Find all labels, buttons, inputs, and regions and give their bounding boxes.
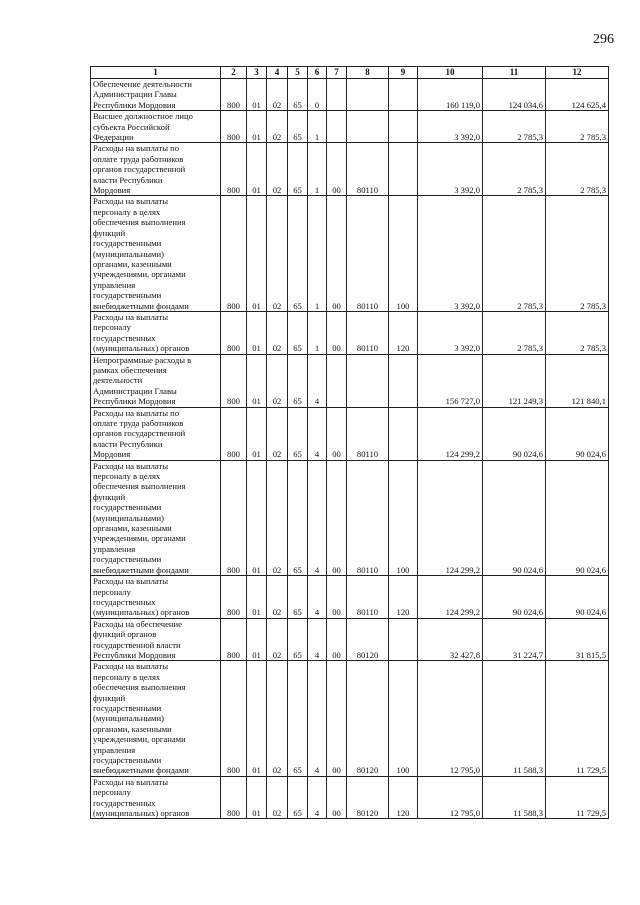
row-name-cell [91,618,221,661]
table-cell: 3 392,0 [418,311,483,354]
row-name-line: управления [93,279,136,290]
table-cell: 02 [267,311,288,354]
row-name-line: персоналу [93,322,131,333]
row-name-line: государственными [93,554,162,565]
row-name-line: (муниципальными) [93,248,164,259]
table-cell: 11 588,3 [483,776,546,819]
row-name-line: персоналу в целях [93,671,161,682]
row-name-cell [91,661,221,776]
table-cell: 121 840,1 [546,354,609,407]
row-name-line: Администрации Главы [93,89,177,100]
table-cell: 65 [288,354,308,407]
table-cell: 02 [267,354,288,407]
table-cell: 31 224,7 [483,618,546,661]
row-name-line: внебюджетными фондами [93,765,189,776]
table-cell: 124 299,2 [418,407,483,460]
table-cell: 90 024,6 [546,407,609,460]
table-cell: 2 785,3 [483,196,546,311]
table-cell: 2 785,3 [483,311,546,354]
table-cell: 11 729,5 [546,661,609,776]
row-name-line: государственными [93,755,162,765]
table-cell: 01 [247,111,267,143]
table-cell [347,111,389,143]
row-name-cell [91,311,221,354]
table-cell: 02 [267,618,288,661]
table-cell: 01 [247,196,267,311]
table-cell: 00 [327,618,347,661]
row-name-line: власти Республики [93,438,163,449]
table-cell: 65 [288,776,308,819]
table-cell: 65 [288,407,308,460]
table-cell: 800 [221,776,247,819]
table-cell: 01 [247,79,267,111]
table-cell: 2 785,3 [483,143,546,196]
table-cell: 00 [327,460,347,575]
row-name-line: Расходы на выплаты [93,576,169,587]
row-name-cell [91,196,221,311]
table-cell: 01 [247,311,267,354]
table-cell: 3 392,0 [418,111,483,143]
table-cell: 02 [267,576,288,619]
row-name-line: персоналу в целях [93,471,161,482]
table-row [91,79,609,111]
row-name-line: функций [93,227,126,238]
table-cell: 4 [308,776,327,819]
table-cell: 00 [327,311,347,354]
table-cell: 80120 [347,776,389,819]
row-name-line: органов государственной [93,164,186,175]
row-name-line: функций [93,491,126,502]
row-name-line: Администрации Главы [93,385,177,396]
row-name-cell [91,407,221,460]
table-cell [389,354,418,407]
row-name-line: персоналу [93,787,131,798]
table-cell: 01 [247,618,267,661]
table-cell: 2 785,3 [483,111,546,143]
table-cell: 800 [221,354,247,407]
row-name-line: (муниципальных) органов [93,343,190,354]
row-name-line: Непрограммные расходы в [93,354,192,365]
row-name-line: обеспечения выполнения [93,682,186,693]
row-name-line: Республики Мордовия [93,396,176,407]
page-number: 296 [593,32,614,47]
budget-table [90,66,609,819]
table-cell: 12 795,0 [418,661,483,776]
table-cell: 0 [308,79,327,111]
table-cell: 01 [247,354,267,407]
row-name-line: органов государственной [93,428,186,439]
row-name-line: государственными [93,290,162,301]
table-cell: 02 [267,407,288,460]
table-cell: 65 [288,196,308,311]
table-cell: 32 427,8 [418,618,483,661]
row-name-line: государственными [93,502,162,513]
row-name-line: функций органов [93,629,157,640]
table-cell: 80110 [347,460,389,575]
table-cell: 00 [327,776,347,819]
table-cell [389,407,418,460]
table-cell: 120 [389,311,418,354]
row-name-line: Республики Мордовия [93,99,176,110]
table-cell: 124 034,6 [483,79,546,111]
table-cell: 124 625,4 [546,79,609,111]
row-name-line: органами, казенными [93,523,172,534]
table-cell: 31 815,5 [546,618,609,661]
table-cell: 156 727,0 [418,354,483,407]
table-cell: 160 119,0 [418,79,483,111]
row-name-line: учреждениями, органами [93,734,186,745]
table-cell: 65 [288,618,308,661]
table-cell [347,79,389,111]
table-cell: 11 729,5 [546,776,609,819]
table-cell: 65 [288,79,308,111]
column-header: 5 [288,67,308,79]
row-name-line: Расходы на выплаты [93,460,169,471]
row-name-line: (муниципальных) органов [93,607,190,618]
row-name-line: обеспечения выполнения [93,481,186,492]
table-cell: 01 [247,460,267,575]
table-cell: 3 392,0 [418,143,483,196]
table-cell: 124 299,2 [418,576,483,619]
row-name-line: Расходы на выплаты по [93,143,180,154]
table-cell: 01 [247,776,267,819]
row-name-cell [91,776,221,819]
table-row [91,111,609,143]
table-cell: 90 024,6 [546,460,609,575]
table-row [91,576,609,619]
row-name-line: обеспечения выполнения [93,217,186,228]
table-cell: 02 [267,111,288,143]
row-name-line: персоналу [93,586,131,597]
header-row [91,67,609,79]
column-header: 6 [308,67,327,79]
table-cell: 65 [288,576,308,619]
table-cell: 4 [308,354,327,407]
row-name-line: внебюджетными фондами [93,564,189,575]
row-name-line: Расходы на обеспечение [93,618,182,629]
table-cell [327,111,347,143]
table-cell: 100 [389,661,418,776]
table-row [91,661,609,776]
row-name-line: внебюджетными фондами [93,300,189,311]
table-row [91,460,609,575]
table-cell: 80110 [347,196,389,311]
row-name-line: деятельности [93,375,143,386]
table-cell: 65 [288,311,308,354]
table-cell: 02 [267,661,288,776]
row-name-line: Мордовия [93,185,131,196]
row-name-line: Федерации [93,132,134,143]
column-header: 2 [221,67,247,79]
table-cell: 80120 [347,661,389,776]
table-cell: 1 [308,311,327,354]
table-cell: 1 [308,143,327,196]
table-cell: 800 [221,576,247,619]
row-name-cell [91,460,221,575]
table-cell: 01 [247,576,267,619]
table-cell: 80110 [347,143,389,196]
table-row [91,618,609,661]
row-name-line: государственными [93,238,162,249]
row-name-cell [91,354,221,407]
table-cell: 02 [267,143,288,196]
table-cell: 01 [247,143,267,196]
table-cell: 01 [247,661,267,776]
row-name-line: оплате труда работников [93,418,184,428]
column-header: 12 [546,67,609,79]
table-cell: 90 024,6 [483,407,546,460]
row-name-line: Обеспечение деятельности [93,79,193,89]
row-name-line: управления [93,744,136,755]
row-name-line: персоналу в целях [93,206,161,217]
row-name-line: государственных [93,332,156,343]
table-cell: 02 [267,196,288,311]
table-cell: 00 [327,407,347,460]
row-name-line: (муниципальных) органов [93,808,190,819]
row-name-line: учреждениями, органами [93,533,186,544]
table-cell: 121 249,3 [483,354,546,407]
table-cell: 02 [267,79,288,111]
column-header: 10 [418,67,483,79]
table-cell: 800 [221,111,247,143]
row-name-line: Расходы на выплаты [93,776,169,787]
row-name-line: Мордовия [93,449,131,460]
table-cell: 800 [221,460,247,575]
table-cell: 65 [288,143,308,196]
table-cell: 800 [221,618,247,661]
table-cell: 00 [327,661,347,776]
table-cell: 120 [389,776,418,819]
row-name-line: Республики Мордовия [93,649,176,660]
table-header [91,67,609,79]
table-cell: 4 [308,661,327,776]
table-cell: 4 [308,407,327,460]
row-name-line: государственными [93,702,162,713]
table-cell: 12 795,0 [418,776,483,819]
table-cell: 80110 [347,576,389,619]
table-cell: 100 [389,196,418,311]
table-cell: 01 [247,407,267,460]
row-name-line: Расходы на выплаты [93,196,169,207]
table-cell: 120 [389,576,418,619]
table-cell: 4 [308,460,327,575]
row-name-line: Расходы на выплаты по [93,407,180,418]
table-row [91,407,609,460]
table-cell: 124 299,2 [418,460,483,575]
table-cell [389,618,418,661]
table-cell: 65 [288,460,308,575]
table-cell: 4 [308,576,327,619]
table-cell: 800 [221,196,247,311]
table-cell: 65 [288,111,308,143]
table-row [91,311,609,354]
row-name-line: государственных [93,596,156,607]
table-cell: 800 [221,407,247,460]
table-cell: 80110 [347,311,389,354]
table-row [91,776,609,819]
column-header: 9 [389,67,418,79]
table-cell: 2 785,3 [546,143,609,196]
row-name-line: государственных [93,797,156,808]
table-cell: 2 785,3 [546,111,609,143]
table-cell [327,79,347,111]
table-cell: 100 [389,460,418,575]
table-row [91,354,609,407]
table-cell: 00 [327,143,347,196]
row-name-line: Расходы на выплаты [93,311,169,322]
row-name-line: (муниципальными) [93,512,164,523]
table-row [91,143,609,196]
table-cell: 800 [221,79,247,111]
table-cell: 00 [327,576,347,619]
row-name-line: власти Республики [93,174,163,185]
row-name-line: (муниципальными) [93,713,164,724]
row-name-line: Высшее должностное лицо [93,111,193,122]
row-name-cell [91,143,221,196]
table-cell: 02 [267,776,288,819]
table-cell: 2 785,3 [546,196,609,311]
column-header: 4 [267,67,288,79]
column-header: 11 [483,67,546,79]
row-name-cell [91,576,221,619]
table-cell: 90 024,6 [483,576,546,619]
row-name-line: органами, казенными [93,258,172,269]
row-name-line: функций [93,692,126,703]
table-cell: 65 [288,661,308,776]
column-header: 3 [247,67,267,79]
row-name-line: субъекта Российской [93,121,170,132]
column-header: 7 [327,67,347,79]
table-cell [389,143,418,196]
table-body [91,79,609,819]
column-header: 1 [91,67,221,79]
row-name-line: органами, казенными [93,723,172,734]
table-cell [327,354,347,407]
table-cell [389,79,418,111]
table-cell: 02 [267,460,288,575]
table-cell: 90 024,6 [546,576,609,619]
table-cell: 800 [221,143,247,196]
row-name-cell [91,111,221,143]
row-name-line: оплате труда работников [93,153,184,164]
table-cell: 800 [221,311,247,354]
table-cell: 1 [308,111,327,143]
table-cell: 2 785,3 [546,311,609,354]
table-row [91,196,609,311]
table-cell [347,354,389,407]
row-name-line: государственной власти [93,639,181,650]
table-cell [389,111,418,143]
table-cell: 00 [327,196,347,311]
table-cell: 90 024,6 [483,460,546,575]
row-name-line: Расходы на выплаты [93,661,169,672]
table-cell: 1 [308,196,327,311]
row-name-line: управления [93,543,136,554]
row-name-line: рамках обеспечения [93,364,167,375]
row-name-cell [91,79,221,111]
table-cell: 80120 [347,618,389,661]
row-name-line: учреждениями, органами [93,269,186,280]
table-cell: 3 392,0 [418,196,483,311]
table-cell: 80110 [347,407,389,460]
column-header: 8 [347,67,389,79]
table-cell: 800 [221,661,247,776]
table-cell: 11 588,3 [483,661,546,776]
table-cell: 4 [308,618,327,661]
